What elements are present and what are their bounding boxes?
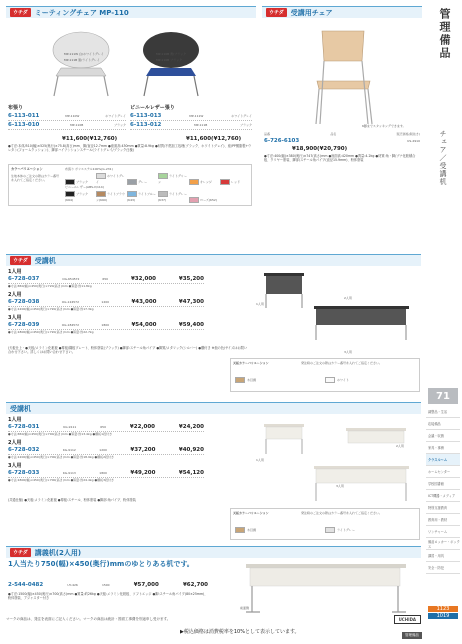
- desk-row: [8, 423, 204, 432]
- desk-code: 6-728-038: [8, 299, 40, 305]
- product-model: MP-111B: [194, 123, 208, 127]
- section-band-3: [6, 254, 421, 266]
- brand-logo: ウチダ: [10, 8, 31, 17]
- desk-model: KG-9111: [63, 425, 77, 429]
- swatch-item: [96, 173, 126, 184]
- product-color: ホワイトグレイ: [231, 114, 252, 118]
- desk-og-note: (天板仕上・●天板/メラミン化粧板 ●幕板/鋼板プレート、粉体塗装(ブラック) ●脚部:スチール角パイプ ●脚質/メタリック(シルバー) ●棚付き ※他の色/サイズはお問い合わせ下さい。詳しくはお問い合わせ下さい。: [8, 346, 248, 355]
- img-label-2: 2人用: [344, 296, 352, 300]
- desk-spec: ●寸法:1800(幅)×450(奥行)×720(高さ)mm ●質量:約22.7kg: [8, 330, 94, 334]
- desk-code: 6-728-039: [8, 322, 40, 328]
- desk-code: 6-728-037: [8, 276, 40, 282]
- desk-row: [8, 298, 204, 307]
- img-label-kg-3: 3人用: [336, 484, 344, 488]
- group-label: 2人用: [8, 440, 22, 446]
- section-desk-og: [6, 254, 421, 394]
- side-nav-item[interactable]: 教育用・教材: [426, 514, 460, 526]
- desk-price: ¥22,000: [129, 424, 155, 430]
- swatch-label: ブラック(K64): [65, 192, 88, 202]
- section-meeting-chair: [6, 6, 256, 206]
- section-lecture-chair: [262, 6, 422, 206]
- product-row: [130, 121, 252, 130]
- swatch-color: [96, 173, 106, 179]
- swatch-label: ライトブラウン(K60): [96, 192, 125, 202]
- side-nav-item[interactable]: ワンチャーム: [426, 526, 460, 538]
- swatch-wood-kg: [235, 527, 245, 533]
- desk-width: 650: [100, 425, 106, 429]
- desk-price: ¥49,200: [130, 470, 156, 476]
- desk-width: 1800: [99, 471, 107, 475]
- rows-fabric: [8, 112, 126, 130]
- label-fabric: 布張り: [8, 105, 24, 111]
- swatch-label: グレー: [138, 180, 148, 184]
- footer-brand: UCHIDA: [394, 615, 421, 624]
- section-band-2: [262, 6, 422, 18]
- desk-model: KG-9113: [62, 471, 76, 475]
- swatch-label: ブラック: [76, 180, 88, 184]
- ld-price: ¥57,000: [133, 582, 159, 588]
- desk-og-image: [254, 268, 414, 348]
- side-index: [424, 0, 462, 644]
- desk-kg-colors: [230, 508, 420, 540]
- swatch-item: [96, 191, 126, 202]
- desk-row: [8, 321, 204, 330]
- desk-og-colors: [230, 358, 420, 392]
- group-label: 2人用: [8, 292, 22, 298]
- lecture-chair-row: [264, 138, 420, 144]
- swatch-label: レッド: [231, 180, 240, 184]
- side-nav-item[interactable]: 安全・防犯: [426, 562, 460, 574]
- desk-price-tax: ¥54,120: [178, 470, 204, 476]
- brand-logo-2: ウチダ: [266, 8, 287, 17]
- swatch-label: ライトブルー(K43): [127, 192, 156, 202]
- swatch-item: [158, 191, 188, 202]
- side-title: 管理備品: [438, 8, 451, 60]
- desk-spec: ●寸法:1200(幅)×450(奥行)×700(高さ)mm ●質量:約18.9kg ●棚板2段付き: [8, 455, 114, 459]
- swatch-label: ライトグリーン: [158, 174, 187, 184]
- hdr-code: 品番: [264, 132, 271, 136]
- product-code: 6-113-011: [8, 113, 40, 119]
- swatch-color: [189, 179, 199, 185]
- side-nav-item[interactable]: 講習・用具: [426, 550, 460, 562]
- product-model: US-2910: [407, 139, 420, 143]
- desk-code: 6-728-032: [8, 447, 40, 453]
- rows-vinyl: [130, 112, 252, 130]
- color-note: 発注時のご注文の際はカラー番号を入れてご指定ください。: [301, 361, 383, 365]
- side-nav-item[interactable]: ホームセンター: [426, 466, 460, 478]
- section-title-4: 受講机: [10, 404, 31, 413]
- side-nav-item[interactable]: 調整品・生活: [426, 406, 460, 418]
- ld-width: 1500: [101, 583, 110, 587]
- chair-image: [36, 28, 216, 98]
- side-nav-item[interactable]: 備品ロッカー・ボックス: [428, 539, 460, 549]
- color-label-b2: MP-110B ブラック: [156, 58, 183, 62]
- swatch-item: [189, 197, 219, 203]
- product-row: [130, 112, 252, 121]
- desk-width: 1200: [101, 300, 110, 304]
- lecture-chair-spec: ●寸法:400(幅)×380(奥行)×747(高さ)mm ●座面高:420mm ●質量:4.2kg ●材質:角・脚/ブナ化粧積合板、クリヤー塗装、脚部/スチール角パイプ(直径15.9mm)、粉体塗装: [264, 154, 416, 163]
- footer: [6, 617, 421, 622]
- side-nav: [426, 406, 460, 574]
- ld-price-tax: ¥62,700: [182, 582, 208, 588]
- page-number-a: 1123: [428, 606, 458, 612]
- lecture-desk-image: [236, 560, 416, 616]
- price-vinyl: ¥11,600(¥12,760): [186, 136, 242, 142]
- desk-model: KG-9112: [62, 448, 76, 452]
- brand-logo-3: ウチダ: [10, 256, 31, 265]
- footer-category: 管理備品: [402, 632, 422, 639]
- group-label: 3人用: [8, 315, 22, 321]
- swatch-item: [158, 173, 188, 184]
- color-caption-kg: 天板カラーバリエーション: [233, 511, 269, 515]
- side-nav-item[interactable]: ICT機器・メディア: [426, 490, 460, 502]
- desk-kg-table: [8, 416, 204, 482]
- side-nav-item[interactable]: 特別支援教育: [426, 502, 460, 514]
- color-label-b1: MP-110B 青/ブラック: [156, 52, 187, 56]
- swatch-color: [65, 191, 75, 197]
- desk-code: 6-728-031: [8, 424, 40, 430]
- side-nav-item[interactable]: 家具・事務: [426, 442, 460, 454]
- desk-price: ¥32,000: [130, 276, 157, 282]
- product-code: 6-113-012: [130, 122, 162, 128]
- section-desk-kg: [6, 402, 421, 542]
- hdr-model: 品名: [330, 132, 337, 136]
- swatch-wood-kg-name: 木目調: [247, 528, 257, 532]
- desk-row: [8, 469, 204, 478]
- ld-spec: ●寸法:1500(幅)×450(奥行)×700(高さ)mm ●質量:約26kg ●天板:メラミン化粧板、ソフトエッジ ●脚:スチール角パイプ(80×25mm)、粉体塗装、アジャスター付き: [8, 592, 208, 601]
- lecture-chair-image: [302, 26, 382, 126]
- product-color: ブラック: [114, 123, 126, 127]
- desk-spec: ●寸法:1200(幅)×450(奥行)×720(高さ)mm ●質量:約17.3kg: [8, 307, 94, 311]
- side-nav-item[interactable]: クラスルーム: [426, 454, 460, 466]
- img-label-kg-2: 2人用: [396, 444, 404, 448]
- side-nav-item[interactable]: 会議・収納: [426, 430, 460, 442]
- section-band: [6, 6, 256, 18]
- price-fabric: ¥11,600(¥12,760): [62, 136, 118, 142]
- swatch-label: オレンジ: [200, 180, 212, 184]
- fabric-swatches: [65, 173, 251, 185]
- swatch-color: [96, 191, 106, 197]
- desk-price: ¥54,000: [131, 322, 157, 328]
- desk-price-tax: ¥40,920: [178, 447, 204, 453]
- desk-spec: ●寸法:650(幅)×450(奥行)×700(高さ)mm ●質量:約13.4kg ●棚板1段付き: [8, 432, 113, 436]
- swatch-item: [65, 191, 95, 202]
- section-title-3: 受講机: [34, 256, 56, 265]
- swatch-white: [325, 377, 335, 383]
- product-row: [8, 121, 126, 130]
- side-nav-item[interactable]: 応接備品: [426, 418, 460, 430]
- vinyl-swatches: [65, 191, 251, 203]
- desk-width: 1800: [101, 323, 110, 327]
- img-label-kg-1: 1人用: [256, 458, 264, 462]
- section-title: ミーティングチェア MP-110: [34, 8, 129, 17]
- product-model: MP-110B: [70, 123, 84, 127]
- fabric-label: 布張り ポリエステル100%(G-231): [65, 167, 113, 171]
- product-price: ¥18,900(¥20,790): [292, 146, 348, 152]
- swatch-item: [189, 179, 219, 185]
- product-row: [8, 112, 126, 121]
- desk-model: OG-184572: [61, 323, 79, 327]
- hdr-price: 販売価格(税抜き): [396, 132, 420, 136]
- desk-spec: ●寸法:650(幅)×450(奥行)×720(高さ)mm ●質量:約11.8kg: [8, 284, 92, 288]
- ld-code: 2-544-0482: [8, 582, 44, 588]
- desk-model: OG-654572: [62, 277, 80, 281]
- desk-spec: ●寸法:1800(幅)×450(奥行)×700(高さ)mm ●質量:約24.4kg ●棚板3段付き: [8, 478, 114, 482]
- color-label-a2: MP-111B 黒/ライトグレイ: [64, 58, 100, 62]
- swatch-item: [127, 191, 157, 202]
- section-title-2: 受講用チェア: [290, 8, 333, 17]
- ld-img-label: 前面側: [240, 606, 250, 610]
- variation-note: 生地本体のご注文の際はカラー番号を入れてご指定ください。: [11, 174, 60, 182]
- swatch-white-name: ホワイト: [337, 378, 349, 382]
- desk-price-tax: ¥35,200: [178, 276, 204, 282]
- tax-note: ▶税込価格は消費税率を10%として表示しています。: [180, 629, 300, 635]
- product-model: MP-111W: [189, 114, 204, 118]
- desk-price-tax: ¥24,200: [178, 424, 204, 430]
- swatch-label: ローズ(K52): [200, 198, 217, 202]
- brand-logo-5: ウチダ: [10, 548, 31, 557]
- catalog-main: [6, 6, 421, 638]
- swatch-grey-kg-name: ライトグレー: [337, 528, 355, 532]
- swatch-color: [158, 191, 168, 197]
- swatch-color: [127, 191, 137, 197]
- product-code: 6-726-6103: [264, 138, 300, 144]
- product-color: ブラック: [240, 123, 252, 127]
- section-lecture-desk: [6, 546, 421, 618]
- img-label-3: 3人用: [344, 350, 352, 354]
- desk-model: OG-124572: [61, 300, 79, 304]
- desk-kg-image: [254, 416, 414, 506]
- desk-price-tax: ¥47,300: [178, 299, 204, 305]
- headline: 1人当たり750(幅)×450(奥行)mmのゆとりある机です。: [8, 560, 194, 568]
- page-numbers: [428, 606, 458, 620]
- lecture-chair-header: [264, 132, 420, 136]
- page-badge: 71: [428, 388, 458, 404]
- section-band-4: [6, 402, 421, 414]
- swatch-color: [189, 197, 199, 203]
- variation-caption: カラーバリエーション: [11, 167, 43, 171]
- product-code: 6-113-010: [8, 122, 40, 128]
- img-label-1: 1人用: [256, 302, 264, 306]
- swatch-item: [127, 179, 157, 185]
- lecture-desk-row: [8, 582, 208, 588]
- desk-width: 650: [102, 277, 109, 281]
- swatch-label: ホワイトグレイ: [96, 174, 125, 184]
- swatch-label: ライトグレー(K37): [158, 192, 187, 202]
- swatch-color: [158, 173, 168, 179]
- group-label: 3人用: [8, 463, 22, 469]
- swatch-color: [127, 179, 137, 185]
- product-code: 6-113-013: [130, 113, 162, 119]
- swatch-wood-name: 木目調: [247, 378, 257, 382]
- desk-og-table: [8, 268, 204, 334]
- product-color: ホワイトグレイ: [105, 114, 126, 118]
- ld-model: UY-426: [67, 583, 78, 587]
- desk-price: ¥43,000: [131, 299, 157, 305]
- swatch-color: [220, 179, 230, 185]
- desk-code: 6-728-033: [8, 470, 40, 476]
- group-label: 1人用: [8, 417, 22, 423]
- side-subtitle: チェア／受講机: [439, 130, 447, 186]
- chair-spec: ●寸法:本体/510(幅)×525(奥行)×75.8(高さ)mm、脚/直径12.7mm ●座面高:430mm ●質量:8.9kg ●材質/不燃加工処理(ブラック、ホワイトグレイ)、座/PP樹脂製+ウレタン(フォームクッション)、脚部ハイテンションスチール(ライトグレイ/ブラック仕様): [8, 144, 252, 153]
- desk-width: 1200: [99, 448, 107, 452]
- color-label-a1: MP-111W 白/ホワイトグレイ: [64, 52, 104, 56]
- vinyl-label: ビニールレザー(ABS-V/114): [65, 185, 104, 189]
- color-caption: 天板カラーバリエーション: [233, 361, 269, 365]
- section-band-5: [6, 546, 421, 558]
- desk-price: ¥37,200: [130, 447, 156, 453]
- swatch-wood: [235, 377, 245, 383]
- label-vinyl: ビニールレザー張り: [130, 105, 175, 111]
- group-label: 1人用: [8, 269, 22, 275]
- color-note-kg: 発注時のご注文の際はカラー番号を入れてご指定ください。: [301, 511, 383, 515]
- product-model: MP-110W: [65, 114, 80, 118]
- section-title-5: 講義机(2人用): [34, 548, 82, 557]
- swatch-item: [220, 179, 250, 185]
- side-nav-item[interactable]: 学校図書館: [426, 478, 460, 490]
- desk-price-tax: ¥59,400: [178, 322, 204, 328]
- color-variation-box: [8, 164, 252, 206]
- desk-row: [8, 446, 204, 455]
- swatch-grey-kg: [325, 527, 335, 533]
- desk-kg-note: (共通仕様) ●天板:メラミン化粧板 ●幕板:スチール、粉体塗装 ●脚部:角パイプ、粉体塗装: [8, 498, 136, 502]
- stack-note: 6脚までスタッキングできます。: [362, 124, 406, 128]
- page-number-b: 1019: [428, 613, 458, 619]
- desk-row: [8, 275, 204, 284]
- footer-note: マークの商品は、発注を表面にご記入ください。マークの商品は統計・図面工事費を別途申し受けます。: [6, 617, 171, 621]
